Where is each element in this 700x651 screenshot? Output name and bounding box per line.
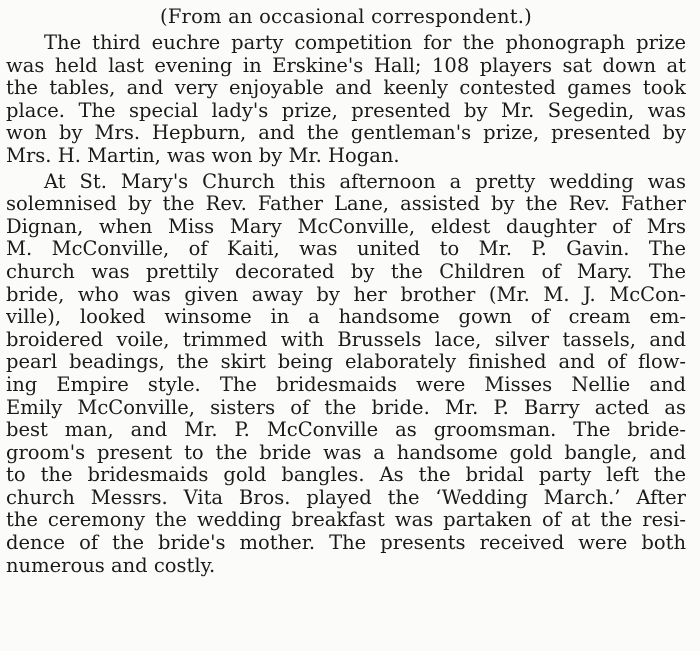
text-line: won by Mrs. Hepburn, and the gentleman's prize, presented by [6,122,686,145]
text-line: the ceremony the wedding breakfast was partaken of at the resi- [6,509,686,532]
text-line: The third euchre party competition for the phonograph prize [44,32,686,54]
text-line: pearl beadings, the skirt being elaborately finished and of flow- [6,351,686,374]
text-line: church was prettily decorated by the Children of Mary. The [6,260,686,283]
text-line: place. The special lady's prize, presented by Mr. Segedin, was [6,99,686,122]
text-line: M. McConville, of Kaiti, was united to Mr. P. Gavin. The [6,238,686,261]
text-line: church Messrs. Vita Bros. played the ‘Wedding March.’ After [6,486,686,509]
text-line: Emily McConville, sisters of the bride. Mr. P. Barry acted as [6,396,686,419]
text-line: best man, and Mr. P. McConville as groomsman. The bride- [6,419,686,442]
text-line: solemnised by the Rev. Father Lane, assisted by the Rev. Father [6,193,686,216]
text-line: groom's present to the bride was a handsome gold bangle, and [6,441,686,464]
text-line: was held last evening in Erskine's Hall; 108 players sat down at [6,54,686,77]
text-line: Mrs. H. Martin, was won by Mr. Hogan. [6,144,400,167]
text-line: bride, who was given away by her brother (Mr. M. J. McCon- [6,283,686,306]
text-line: numerous and costly. [6,554,216,577]
text-line: At St. Mary's Church this afternoon a pretty wedding was [44,170,686,193]
text-line: broidered voile, trimmed with Brussels lace, silver tassels, and [6,328,686,351]
byline: (From an occasional correspondent.) [160,5,532,28]
text-line: dence of the bride's mother. The presents received were both [6,532,686,555]
text-line: ville), looked winsome in a handsome gown of cream em- [6,306,686,329]
text-line: the tables, and very enjoyable and keenly contested games took [6,77,686,100]
text-line: ing Empire style. The bridesmaids were Misses Nellie and [6,373,686,396]
paragraph-euchre-party [6,32,686,168]
text-line: Dignan, when Miss Mary McConville, eldest daughter of Mrs [6,215,686,238]
text-line: to the bridesmaids gold bangles. As the bridal party left the [6,464,686,487]
paragraph-wedding [6,171,686,578]
